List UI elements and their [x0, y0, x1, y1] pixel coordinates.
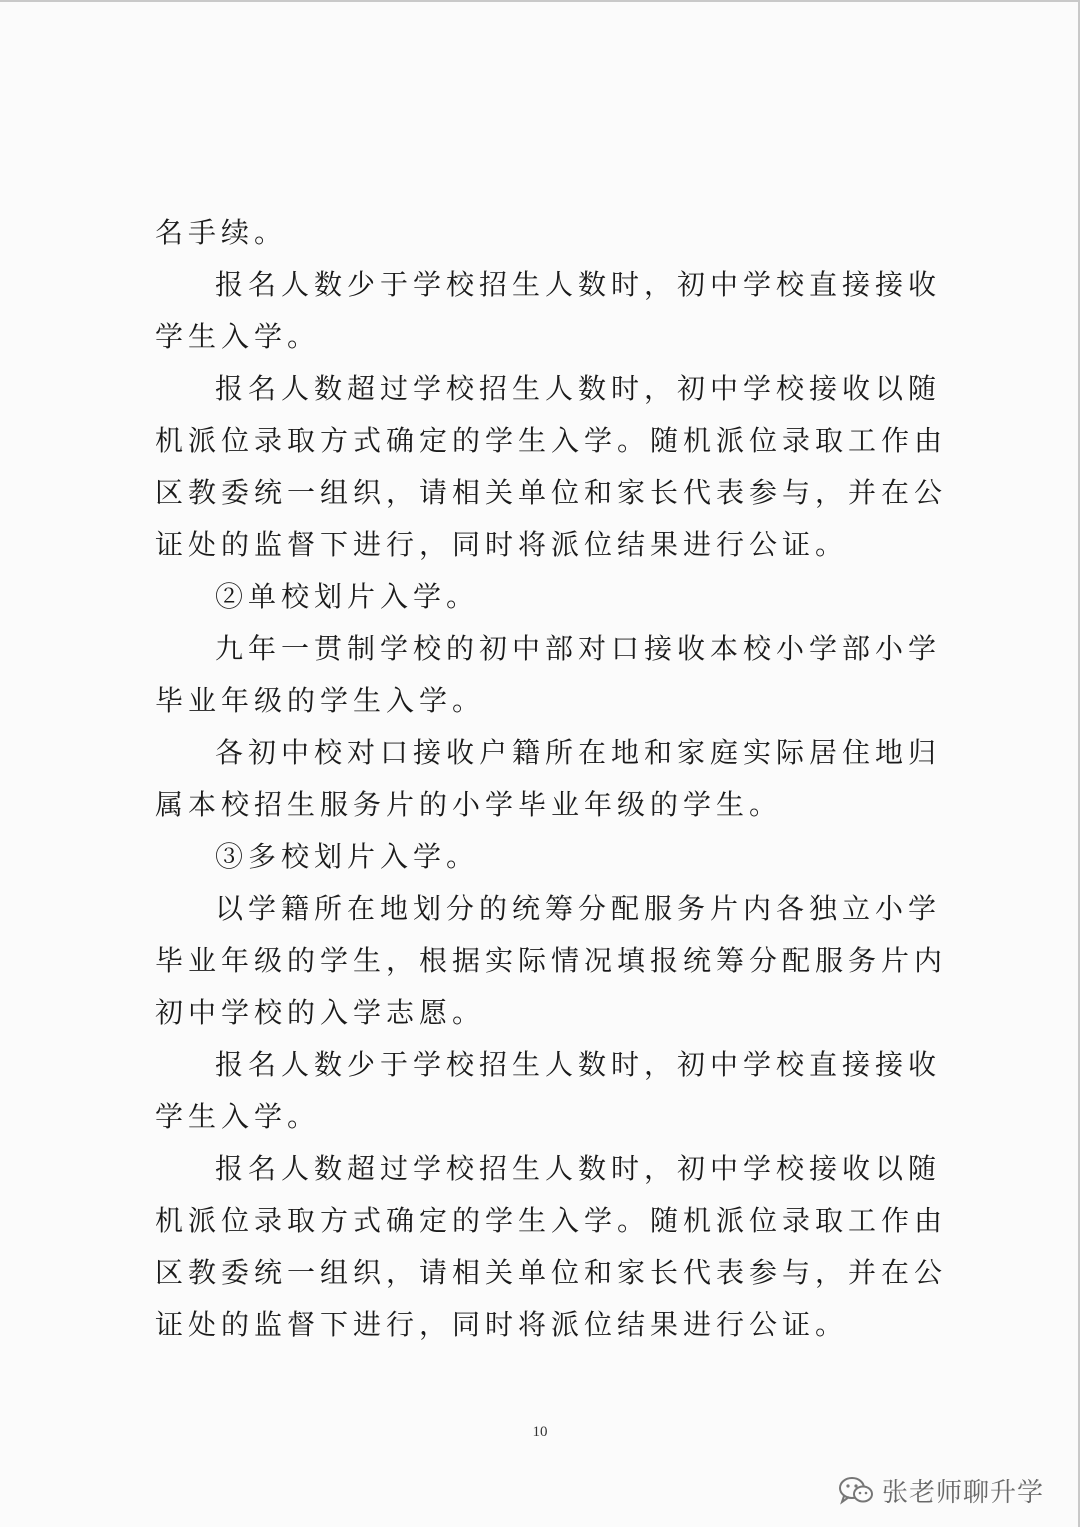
- paragraph: ③多校划片入学。: [215, 840, 480, 873]
- scan-border-top: [0, 0, 1080, 2]
- paragraph: 以学籍所在地划分的统筹分配服务片内各独立小学毕业年级的学生，根据实际情况填报统筹分配服务片内初中学校的入学志愿。: [155, 892, 948, 1029]
- paragraph: 报名人数少于学校招生人数时，初中学校直接接收学生入学。: [155, 1048, 942, 1133]
- paragraph: 报名人数超过学校招生人数时，初中学校接收以随机派位录取方式确定的学生入学。随机派位录取工作由区教委统一组织，请相关单位和家长代表参与，并在公证处的监督下进行，同时将派位结果进行公证。: [155, 372, 948, 561]
- body-text: [155, 207, 950, 1351]
- paragraph: 名手续。: [155, 216, 288, 249]
- watermark: [838, 1472, 1044, 1509]
- paragraph: 各初中校对口接收户籍所在地和家庭实际居住地归属本校招生服务片的小学毕业年级的学生。: [155, 736, 942, 821]
- paragraph: ②单校划片入学。: [215, 580, 480, 613]
- watermark-text: 张老师聊升学: [881, 1478, 1044, 1508]
- wechat-icon: [838, 1476, 874, 1506]
- paragraph: 九年一贯制学校的初中部对口接收本校小学部小学毕业年级的学生入学。: [155, 632, 942, 717]
- page-number: 10: [532, 1424, 548, 1440]
- paragraph: 报名人数超过学校招生人数时，初中学校接收以随机派位录取方式确定的学生入学。随机派位录取工作由区教委统一组织，请相关单位和家长代表参与，并在公证处的监督下进行，同时将派位结果进行公证。: [155, 1152, 948, 1341]
- paragraph: 报名人数少于学校招生人数时，初中学校直接接收学生入学。: [155, 268, 942, 353]
